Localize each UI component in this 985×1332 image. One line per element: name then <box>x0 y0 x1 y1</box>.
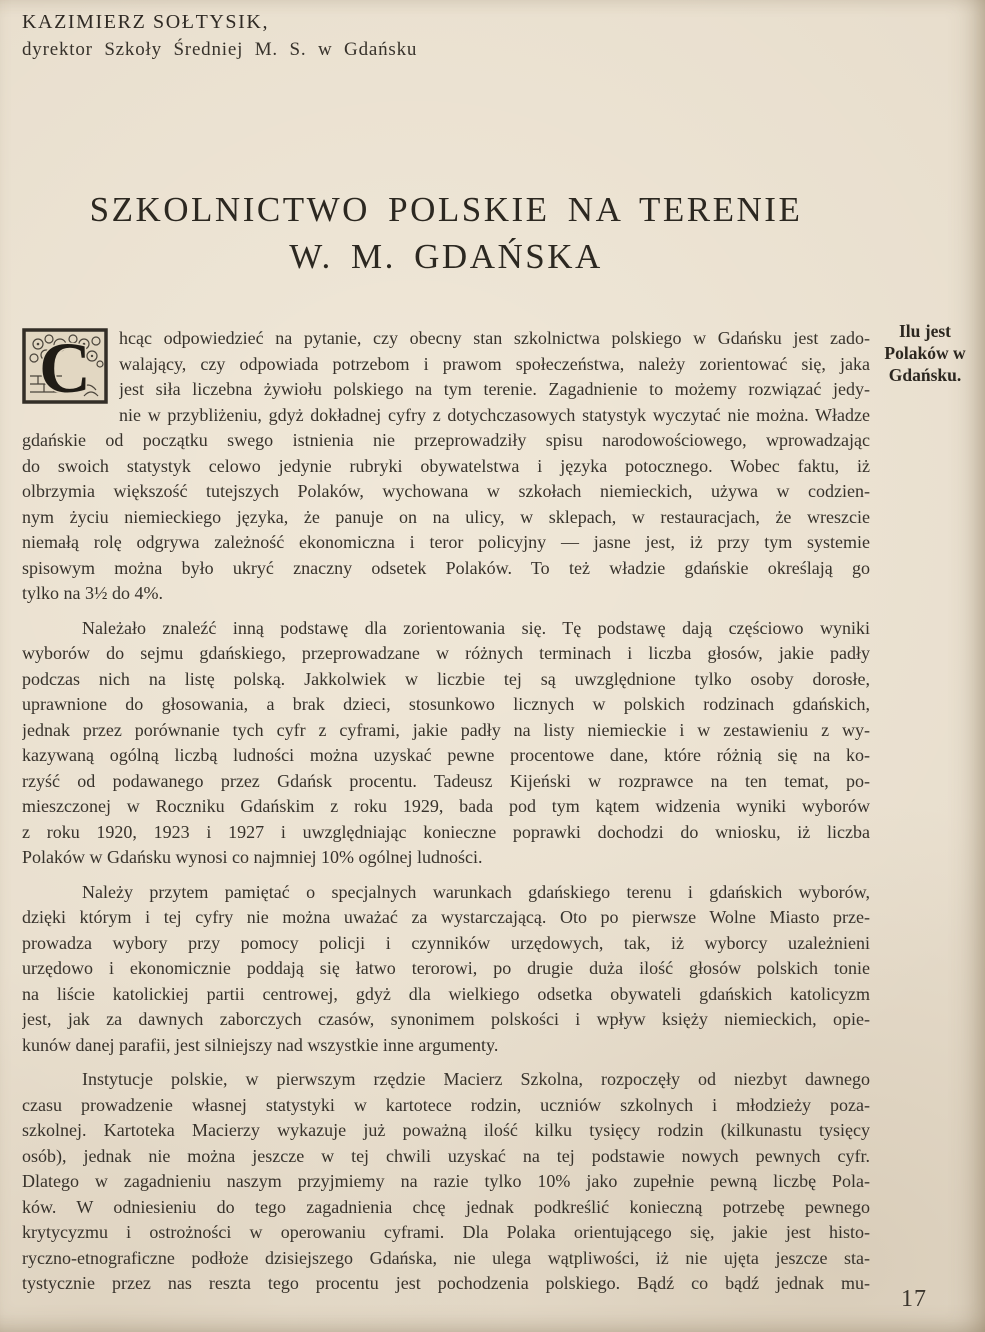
drop-cap-ornament <box>22 328 108 404</box>
text-line: hcąc odpowiedzieć na pytanie, czy obecny stan szkolnictwa polskiego w Gdańsku jest zado- <box>119 328 870 348</box>
text-line: jest, jak za dawnych zaborczych czasów, synonimem polskości i wpływ księży niemieckich, opie- <box>22 1009 870 1029</box>
text-line: mieszczonej w Roczniku Gdańskim z roku 1929, bada pod tym kątem widzenia wyniki wyborów <box>22 796 870 816</box>
text-line: dzięki którym i tej cyfry nie można uważać za wystarczającą. Oto po pierwsze Wolne Miasto prze- <box>22 907 870 927</box>
text-line: olbrzymia większość tutejszych Polaków, wychowana w szkołach niemieckich, używa w codzien- <box>22 481 870 501</box>
paragraph <box>22 880 870 1059</box>
text-line: urzędowo i ekonomicznie poddają się łatwo terorowi, po drugie duża ilość głosów polskich tonie <box>22 958 870 978</box>
text-line: jest siła liczebna żywiołu polskiego na tym terenie. Zagadnienie to możemy rozwiązać jedy- <box>119 379 870 399</box>
text-line: uprawnione do głosowania, a brak dzieci, stosunkowo licznych w polskich rodzinach gdańskich, <box>22 694 870 714</box>
text-line: podczas nich na listę polską. Jakkolwiek w liczbie tej są uwzględnione tylko osoby dorosłe, <box>22 668 870 689</box>
margin-note-line: Ilu jest <box>898 321 951 341</box>
text-line: ków. W odniesieniu do tego zagadnienia chcę jednak podkreślić konieczną potrzebę pewnego <box>22 1196 870 1217</box>
text-line: Instytucje polskie, w pierwszym rzędzie Macierz Szkolna, rozpoczęły od niezbyt dawnego <box>82 1069 870 1089</box>
text-line: Należy przytem pamiętać o specjalnych warunkach gdańskiego terenu i gdańskich wyborów, <box>82 881 870 902</box>
text-line: prowadza wybory przy pomocy policji i czynników urzędowych, tak, iż wyborcy uzależnieni <box>22 932 870 953</box>
margin-note-line: Polaków w <box>884 343 966 363</box>
text-line: czasu prowadzenie własnej statystyki w kartotece rodzin, uczniów szkolnych i młodzieży poza- <box>22 1094 870 1115</box>
drop-cap-letter: C <box>39 328 91 404</box>
margin-note-line: Gdańsku. <box>888 365 962 385</box>
text-line: rzyść od podawanego przez Gdańsk procentu. Tadeusz Kijeński w rozprawce na ten temat, po- <box>22 770 870 791</box>
text-line: walający, czy odpowiada potrzebom i prawom społeczeństwa, należy zorientować się, jaka <box>119 353 870 374</box>
paragraph <box>22 1067 870 1297</box>
text-line: tylko na 3½ do 4%. <box>22 583 163 603</box>
author-role: dyrektor Szkoły Średniej M. S. w Gdańsku <box>22 39 418 60</box>
page-title <box>22 186 870 280</box>
text-line: tystycznie przez nas reszta tego procentu jest pochodzenia polskiego. Bądź co bądź jednak mu- <box>22 1273 870 1293</box>
text-line: na liście katolickiej partii centrowej, gdyż dla wielkiego odsetka obywateli gdańskich katolicyzm <box>22 983 870 1004</box>
article-title-line-2: W. M. GDAŃSKA <box>289 237 603 276</box>
paragraph <box>22 326 870 607</box>
text-line: spisowym można było ukryć znaczny odsetek Polaków. To też władzie gdańskie określają go <box>22 557 870 578</box>
text-line: nym życiu niemieckiego języka, że panuje on na ulicy, w sklepach, w restauracjach, że wreszcie <box>22 506 870 527</box>
article-body <box>22 326 870 1297</box>
article-title-line-1: SZKOLNICTWO POLSKIE NA TERENIE <box>89 190 803 229</box>
text-line: osób), jednak nie można jeszcze w tej chwili uzyskać na tej podstawie nowych pewnych cyfr. <box>22 1145 870 1166</box>
text-line: niemałą rolę odgrywa zależność ekonomiczna i teror policyjny — jasne jest, iż przy tym systemie <box>22 532 870 552</box>
text-line: kunów danej parafii, jest silniejszy nad wszystkie inne argumenty. <box>22 1034 499 1055</box>
text-line: krytycyzmu i ostrożności w operowaniu cyframi. Dla Polaka orientującego się, jakie jest histo- <box>22 1222 870 1242</box>
text-line: wyborów do sejmu gdańskiego, przeprowadzane w różnych terminach i liczba głosów, jakie padły <box>22 643 870 663</box>
margin-note <box>872 320 978 386</box>
text-line: szkolnej. Kartoteka Macierzy wykazuje już poważną ilość kilku tysięcy rodzin (kilkunastu tysięcy <box>22 1120 870 1140</box>
author-name: KAZIMIERZ SOŁTYSIK, <box>22 11 270 33</box>
text-line: kazywaną ogólną liczbą ludności można uzyskać pewne procentowe dane, które różnią się na ko- <box>22 745 870 765</box>
author-block <box>22 8 417 64</box>
text-line: Polaków w Gdańsku wynosi co najmniej 10% ogólnej ludności. <box>22 847 483 867</box>
text-line: Należało znaleźć inną podstawę dla zorientowania się. Tę podstawę dają częściowo wyniki <box>82 617 870 638</box>
page-number: 17 <box>901 1286 927 1312</box>
text-line: nie w przybliżeniu, gdyż dokładnej cyfry z dotychczasowych statystyk wyczytać nie można. Władze <box>119 404 870 425</box>
text-line: Dlatego w zagadnieniu naszym przyjmiemy na razie tylko 10% jako zupełnie pewną liczbę Pola- <box>22 1171 870 1191</box>
text-line: z roku 1920, 1923 i 1927 i uwzględniając konieczne poprawki dochodzi do wniosku, iż liczba <box>22 821 870 842</box>
text-line: gdańskie od początku swego istnienia nie przeprowadziły spisu narodowościowego, wprowadzając <box>22 430 870 450</box>
text-line: do swoich statystyk celowo jedynie rubryki obywatelstwa i języka potocznego. Wobec faktu, iż <box>22 455 870 476</box>
text-line: ryczno-etnograficzne podłoże dzisiejszego Gdańska, nie ulega wątpliwości, iż nie ujęta jeszcze sta- <box>22 1247 870 1268</box>
text-line: jednak przez porównanie tych cyfr z cyframi, jakie padły na listy niemieckie i w zestawieniu z wy- <box>22 719 870 740</box>
drop-cap <box>22 328 108 404</box>
paragraph <box>22 616 870 871</box>
